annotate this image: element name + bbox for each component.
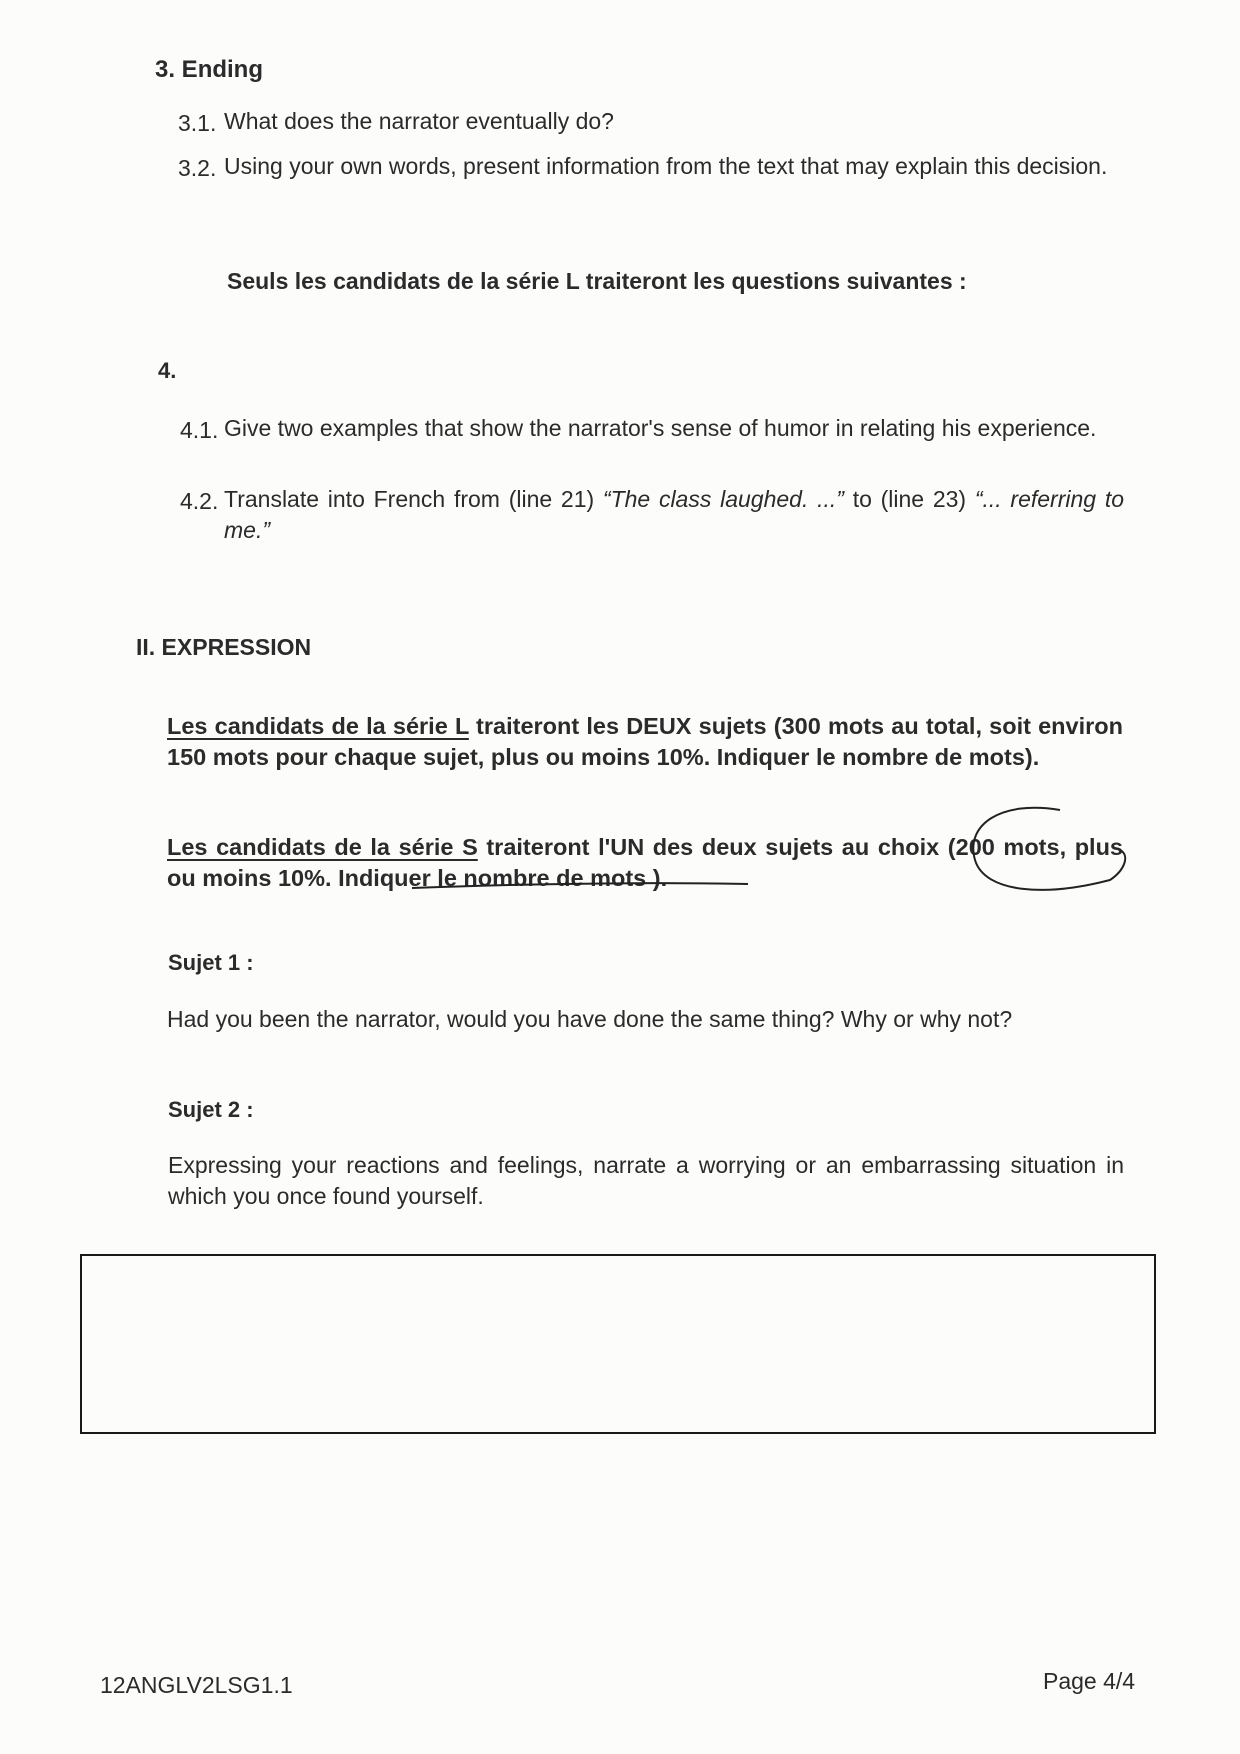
question-4-2-quote-a: “The class laughed. ...” (602, 486, 844, 512)
serie-l-notice: Seuls les candidats de la série L traiteront les questions suivantes : (227, 268, 967, 294)
document-code: 12ANGLV2LSG1.1 (100, 1672, 293, 1698)
serie-l-instructions (167, 711, 1123, 773)
section-4-heading: 4. (158, 358, 177, 383)
serie-s-instructions (167, 832, 1123, 894)
answer-box (80, 1254, 1156, 1434)
page-number: Page 4/4 (1043, 1668, 1136, 1694)
question-3-2-number: 3.2. (178, 155, 217, 181)
question-4-2-number: 4.2. (180, 488, 219, 514)
sujet-2-label: Sujet 2 : (168, 1097, 254, 1122)
question-4-2-text-a: Translate into French from (line 21) (224, 486, 603, 512)
question-4-1-number: 4.1. (180, 417, 219, 443)
question-4-1-text: Give two examples that show the narrator's sense of humor in relating his experience. (224, 415, 1097, 441)
question-3-2-text: Using your own words, present information from the text that may explain this decision. (224, 153, 1108, 179)
expression-heading: II. EXPRESSION (136, 634, 312, 660)
serie-s-label: Les candidats de la série S (167, 834, 478, 860)
question-3-1-text: What does the narrator eventually do? (224, 108, 614, 134)
question-4-2-text (224, 484, 1124, 546)
question-4-2-text-b: to (line 23) (843, 486, 975, 512)
sujet-2-text: Expressing your reactions and feelings, narrate a worrying or an embarrassing situation in which you once found yourself. (168, 1152, 1124, 1209)
serie-l-rest: traiteront les DEUX sujets (300 mots au total, soit environ 150 mots pour chaque sujet, plus ou moins 10%. Indiquer le nombre de mots). (167, 713, 1123, 770)
serie-s-rest: traiteront l'UN des deux sujets au choix (200 mots, plus ou moins 10%. Indiquer le nombre de mots ). (167, 834, 1124, 891)
section-3-heading: 3. Ending (155, 56, 263, 83)
question-4-2-quote-b: “... referring to me.” (224, 486, 1125, 543)
serie-l-label: Les candidats de la série L (167, 713, 469, 739)
question-3-1-number: 3.1. (178, 110, 217, 136)
sujet-1-text: Had you been the narrator, would you have done the same thing? Why or why not? (167, 1006, 1013, 1032)
sujet-1-label: Sujet 1 : (168, 950, 254, 975)
